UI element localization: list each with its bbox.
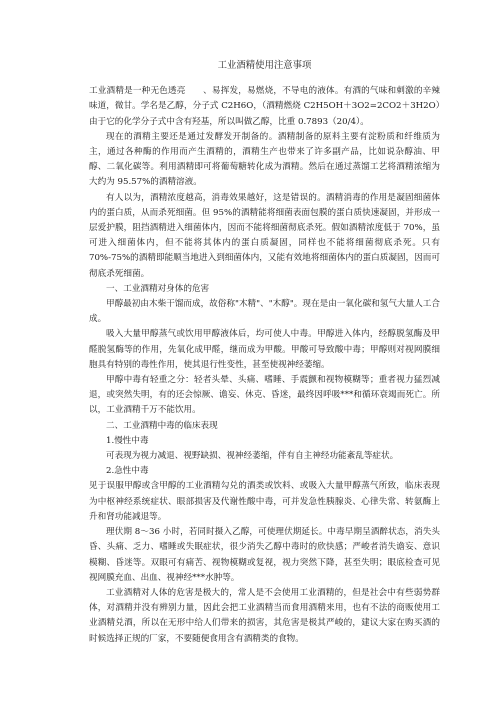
paragraph-chronic: 可表现为视力减退、视野缺损、视神经萎缩，伴有自主神经功能紊乱等症状。: [106, 451, 399, 462]
paragraph-methanol-poisoning: 吸入大量甲醇蒸气或饮用甲醇液体后，均可使人中毒。甲醇进入体内，经醇脱氢酶及甲醛脱氢酶等的作用，先氧化成甲醛，继而成为甲酸。甲酸可导致酸中毒；甲醇则对视网膜细胞具有特别的毒性作用，使其退行性变性，甚至使视神经萎缩。: [89, 329, 440, 370]
paragraph-production: 现在的酒精主要还是通过发酵发开制备的。酒精制备的原料主要有淀粉质和纤维质为主，通过各种酶的作用而产生酒精的，酒精生产也带来了许多副产品，比如说杂醇油、甲醇、二氧化碳等。利用酒精即可将葡萄糖转化成为酒精。然后在通过蒸馏工艺将酒精浓缩为大约为 95.57%的酒精溶液。: [89, 131, 440, 188]
paragraph-acute: 见于误服甲醇或含甲醇的工业酒精勾兑的酒类或饮料、或吸入大量甲醇蒸气所致，临床表现为中枢神经系统症状、眼部损害及代谢性酸中毒，可并发急性胰腺炎、心律失常、转氨酶上升和肾功能减退等。: [89, 481, 440, 522]
paragraph-methanol-origin: 甲醇最初由木柴干馏而成，故俗称"木精"、"木醇"。现在是由一氧化碳和氢气大量人工合成。: [89, 299, 440, 325]
section-heading-clinical: 二、工业酒精中毒的临床表现: [106, 420, 218, 431]
paragraph-poisoning-severity: 甲醇中毒有轻重之分：轻者头晕、头痛、嗜睡、手震颤和视物模糊等；重者视力猛烈减退，或突然失明，有的还会惊厥、谵妄、休克、昏迷，最终因呼吸***和循环衰竭而死亡。所以，工业酒精千万不能饮用。: [89, 375, 440, 416]
subheading-acute: 2.急性中毒: [106, 466, 149, 477]
paragraph-disinfection: 有人以为，酒精浓度越高，消毒效果越好，这是错误的。酒精消毒的作用是凝固细菌体内的蛋白质，从而杀死细菌。但 95%的酒精能将细菌表面包膜的蛋白质快速凝固，并形成一层爱护膜，阻挡酒精进入细菌体内，因而不能将细菌彻底杀死。假如酒精浓度低于 70%，虽可进入细菌体内，但不能将其体内的蛋白质凝固，同样也不能将细菌彻底杀死。只有 70%-75%的酒精即能顺当地进入到细菌体内，又能有效地将细菌体内的蛋白质凝固，因而可彻底杀死细菌。: [89, 192, 440, 279]
paragraph-intro: 工业酒精是一种无色透亮 、易挥发，易燃烧，不导电的液体。有酒的气味和刺激的辛辣味道，微甘。学名是乙醇，分子式 C2H6O，（酒精燃烧 C2H5OH＋3O2=2CO2＋3H2O）由于它的化学分子式中含有羟基，所以叫做乙醇，比重 0.7893（20/4）。: [89, 86, 440, 127]
section-heading-harm: 一、工业酒精对身体的危害: [106, 283, 210, 294]
paragraph-incubation: 理伏期 8～36 小时，若同时摄入乙醇，可使理伏期延长。中毒早期呈酒醉状态，消失头昏、头痛、乏力、嗜睡或失眠症状，很少消失乙醇中毒时的欣快感；严峻者消失谵妄、意识模糊、昏迷等。双眼可有痛苦、视物模糊或复视，视力突然下降，甚至失明；眼底检查可见视网膜充血、出血、视神经***水肿等。: [89, 527, 440, 583]
paragraph-conclusion: 工业酒精对人体的危害是极大的，常人是不会使用工业酒精的，但是社会中有些弱势群体，对酒精并没有辨别力量，因此会把工业酒精当而食用酒精来用，也有不法的商贩使用工业酒精兑酒，所以在无形中给人们带来的损害，其危害是极其严峻的，建议大家在购买酒的时候选择正规的厂家，不要随便食用含有酒精类的食物。: [89, 587, 440, 644]
document-title: 工业酒精使用注意事项: [217, 60, 312, 71]
subheading-chronic: 1.慢性中毒: [106, 435, 149, 446]
